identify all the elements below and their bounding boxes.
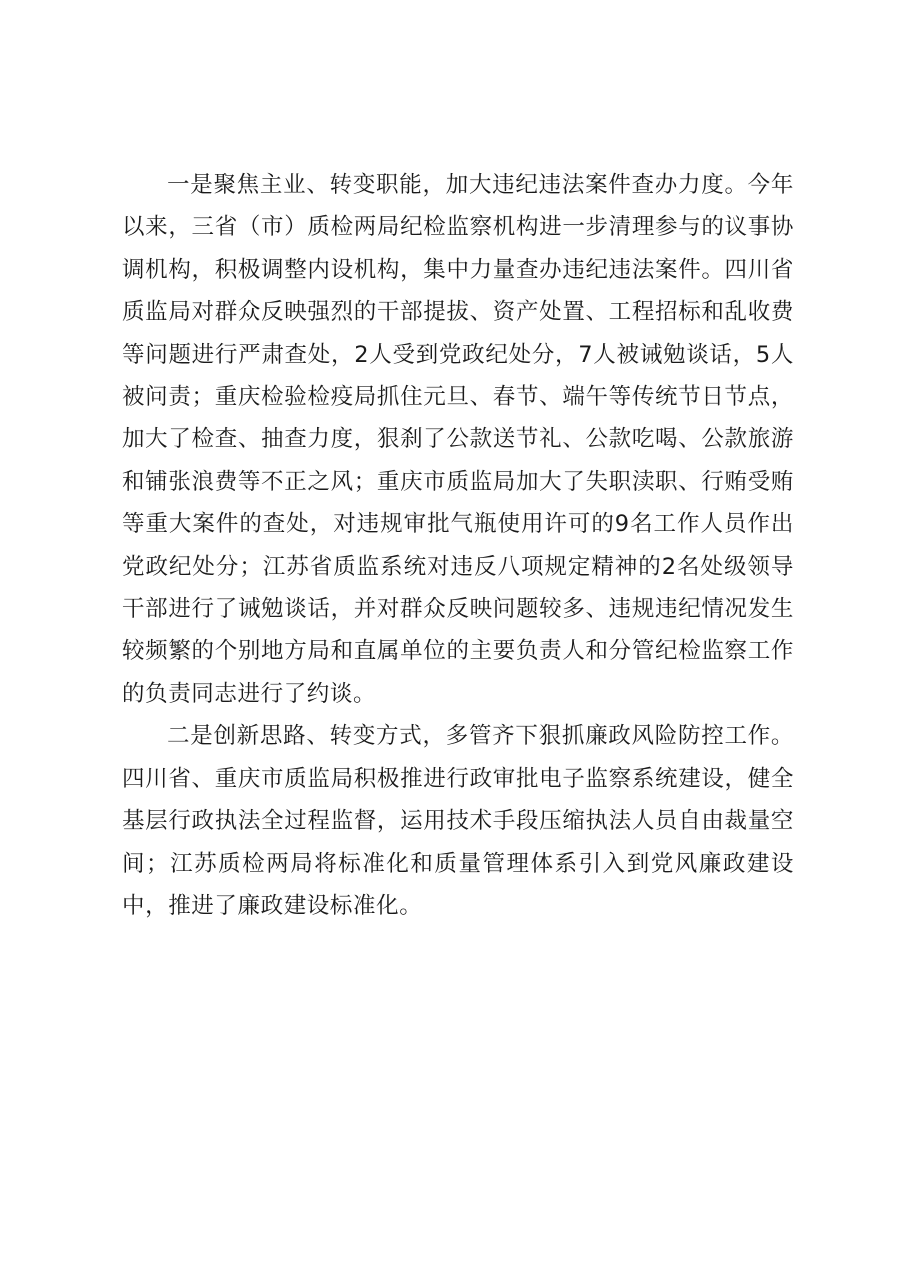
paragraph-2: 二是创新思路、转变方式，多管齐下狠抓廉政风险防控工作。四川省、重庆市质监局积极推进行政审批电子监察系统建设，健全基层行政执法全过程监督，运用技术手段压缩执法人员自由裁量空间；江苏质检两局将标准化和质量管理体系引入到党风廉政建设中，推进了廉政建设标准化。	[122, 723, 794, 919]
document-body	[122, 164, 794, 927]
paragraph-1: 一是聚焦主业、转变职能，加大违纪违法案件查办力度。今年以来，三省（市）质检两局纪检监察机构进一步清理参与的议事协调机构，积极调整内设机构，集中力量查办违纪违法案件。四川省质监局对群众反映强烈的干部提拔、资产处置、工程招标和乱收费等问题进行严肃查处，2人受到党政纪处分，7人被诫勉谈话，5人被问责；重庆检验检疫局抓住元旦、春节、端午等传统节日节点，加大了检查、抽查力度，狠刹了公款送节礼、公款吃喝、公款旅游和铺张浪费等不正之风；重庆市质监局加大了失职渎职、行贿受贿等重大案件的查处，对违规审批气瓶使用许可的9名工作人员作出党政纪处分；江苏省质监系统对违反八项规定精神的2名处级领导干部进行了诫勉谈话，并对群众反映问题较多、违规违纪情况发生较频繁的个别地方局和直属单位的主要负责人和分管纪检监察工作的负责同志进行了约谈。	[122, 172, 794, 707]
